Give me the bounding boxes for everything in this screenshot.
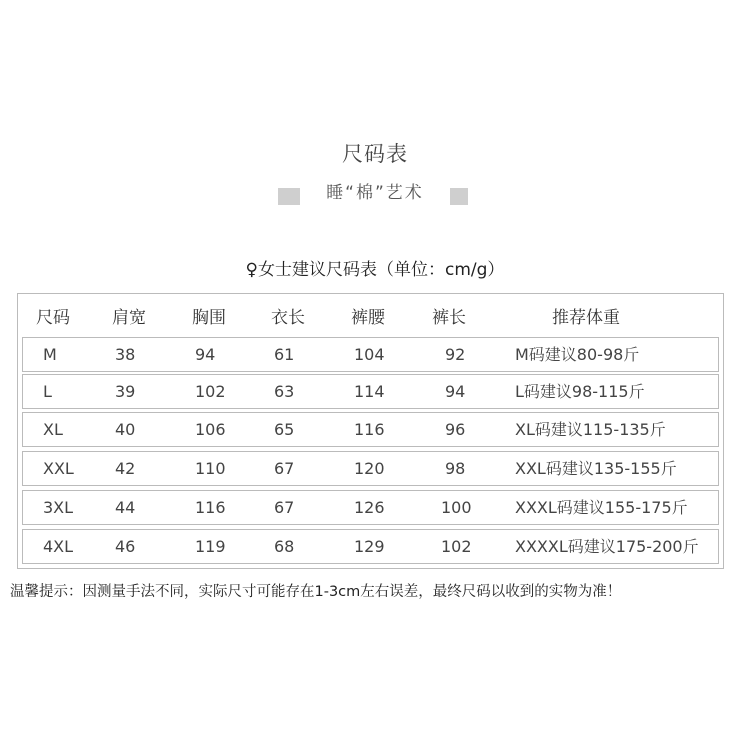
cell-length: 67 [274,459,295,478]
table-row [22,490,719,525]
column-header-chest: 胸围 [192,308,226,328]
cell-chest: 119 [195,537,226,556]
table-row [22,529,719,564]
page-title: 尺码表 [342,142,408,166]
cell-waist: 126 [354,498,385,517]
cell-pants-length: 98 [445,459,466,478]
table-header-row [18,300,723,336]
cell-waist: 116 [354,420,385,439]
cell-weight: L码建议98-115斤 [515,382,645,401]
cell-shoulder: 38 [115,345,136,364]
cell-length: 61 [274,345,295,364]
cell-shoulder: 42 [115,459,136,478]
size-table [17,293,724,569]
column-header-pants-length: 裤长 [432,308,466,328]
cell-size: M [43,345,57,364]
cell-weight: XXXXL码建议175-200斤 [515,537,699,556]
column-header-shoulder: 肩宽 [112,308,146,328]
cell-shoulder: 39 [115,382,136,401]
cell-size: 4XL [43,537,74,556]
cell-pants-length: 96 [445,420,466,439]
cell-length: 65 [274,420,295,439]
cell-weight: XXL码建议135-155斤 [515,459,677,478]
cell-pants-length: 92 [445,345,466,364]
cell-weight: XL码建议115-135斤 [515,420,666,439]
column-header-waist: 裤腰 [351,308,385,328]
cell-length: 63 [274,382,295,401]
table-row [22,374,719,409]
cell-chest: 110 [195,459,226,478]
cell-size: 3XL [43,498,74,517]
table-caption: ♀女士建议尺码表（单位：cm/g） [245,260,505,280]
footer-tip: 温馨提示：因测量手法不同，实际尺寸可能存在1-3cm左右误差，最终尺码以收到的实物为准！ [10,584,622,600]
cell-weight: M码建议80-98斤 [515,345,640,364]
cell-waist: 114 [354,382,385,401]
cell-waist: 129 [354,537,385,556]
table-row [22,337,719,372]
cell-length: 67 [274,498,295,517]
cell-chest: 116 [195,498,226,517]
cell-pants-length: 100 [441,498,472,517]
column-header-weight: 推荐体重 [552,308,620,328]
cell-waist: 120 [354,459,385,478]
cell-shoulder: 44 [115,498,136,517]
cell-chest: 94 [195,345,216,364]
brand-label: 睡“棉”艺术 [300,178,450,208]
cell-pants-length: 102 [441,537,472,556]
cell-shoulder: 40 [115,420,136,439]
cell-chest: 102 [195,382,226,401]
column-header-size: 尺码 [36,308,70,328]
cell-waist: 104 [354,345,385,364]
cell-length: 68 [274,537,295,556]
cell-chest: 106 [195,420,226,439]
cell-shoulder: 46 [115,537,136,556]
cell-size: XXL [43,459,74,478]
cell-size: XL [43,420,63,439]
column-header-length: 衣长 [271,308,305,328]
table-row [22,412,719,447]
cell-size: L [43,382,52,401]
cell-weight: XXXL码建议155-175斤 [515,498,688,517]
table-row [22,451,719,486]
cell-pants-length: 94 [445,382,466,401]
